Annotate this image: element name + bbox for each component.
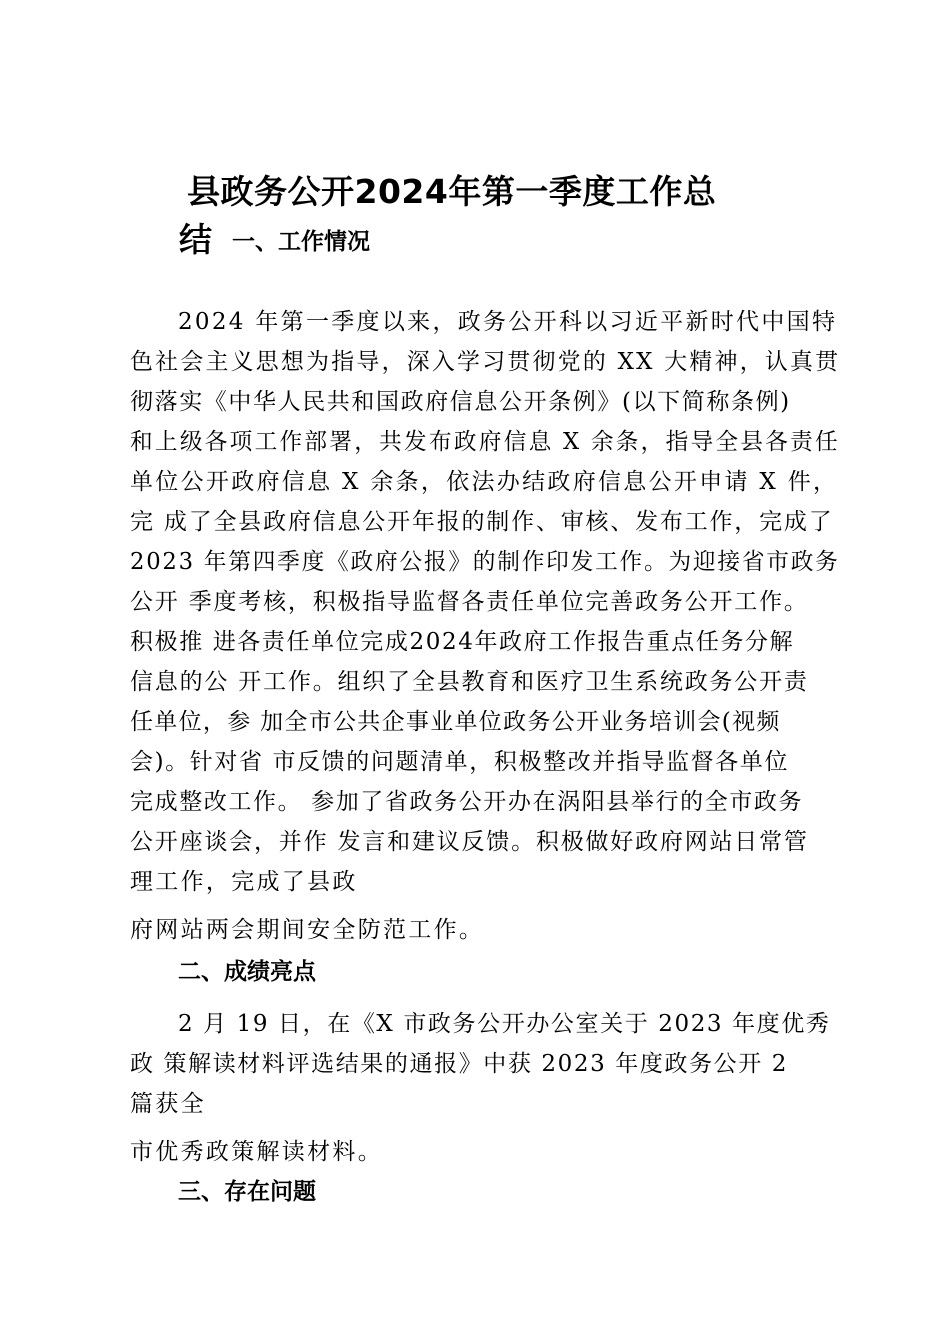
- document-title-line-2: 结: [179, 220, 212, 259]
- paragraph-line: 2024 年第一季度以来，政务公开科以习近平新时代中国特: [178, 309, 838, 335]
- paragraph-line: 公开座谈会，并作 发言和建议反馈。积极做好政府网站日常管: [130, 829, 809, 855]
- paragraph-line: 理工作，完成了县政: [130, 869, 358, 895]
- paragraph-line: 2023 年第四季度《政府公报》的制作印发工作。为迎接省市政务: [130, 549, 840, 575]
- document-title-line-1: 县政务公开2024年第一季度工作总: [187, 172, 717, 211]
- paragraph-line: 信息的公 开工作。组织了全县教育和医疗卫生系统政务公开责: [130, 669, 809, 695]
- section-heading-work-status: 一、工作情况: [232, 229, 370, 255]
- paragraph-line: 彻落实《中华人民共和国政府信息公开条例》(以下简称条例): [130, 389, 791, 415]
- paragraph-line: 色社会主义思想为指导，深入学习贯彻党的 XX 大精神，认真贯: [130, 349, 841, 375]
- paragraph-line: 完成整改工作。 参加了省政务公开办在涡阳县举行的全市政务: [130, 789, 804, 815]
- paragraph-line: 完 成了全县政府信息公开年报的制作、审核、发布工作，完成了: [130, 509, 834, 535]
- paragraph-line: 和上级各项工作部署，共发布政府信息 X 余条，指导全县各责任: [130, 429, 840, 455]
- paragraph-line: 任单位，参 加全市公共企事业单位政务公开业务培训会(视频: [130, 709, 781, 735]
- section-heading-achievements: 二、成绩亮点: [178, 959, 316, 985]
- paragraph-line: 市优秀政策解读材料。: [130, 1139, 383, 1165]
- paragraph-line: 公开 季度考核，积极指导监督各责任单位完善政务公开工作。: [130, 589, 809, 615]
- section-heading-problems: 三、存在问题: [178, 1179, 316, 1205]
- paragraph-line: 会)。针对省 市反馈的问题清单，积极整改并指导监督各单位: [130, 749, 790, 775]
- paragraph-line: 2 月 19 日，在《X 市政务公开办公室关于 2023 年度优秀: [178, 1011, 831, 1037]
- paragraph-line: 政 策解读材料评选结果的通报》中获 2023 年度政务公开 2: [130, 1051, 789, 1077]
- paragraph-line: 篇获全: [130, 1091, 206, 1117]
- paragraph-line: 积极推 进各责任单位完成2024年政府工作报告重点任务分解: [130, 629, 795, 655]
- paragraph-line: 单位公开政府信息 X 余条，依法办结政府信息公开申请 X 件，: [130, 469, 839, 495]
- paragraph-line: 府网站两会期间安全防范工作。: [130, 917, 485, 943]
